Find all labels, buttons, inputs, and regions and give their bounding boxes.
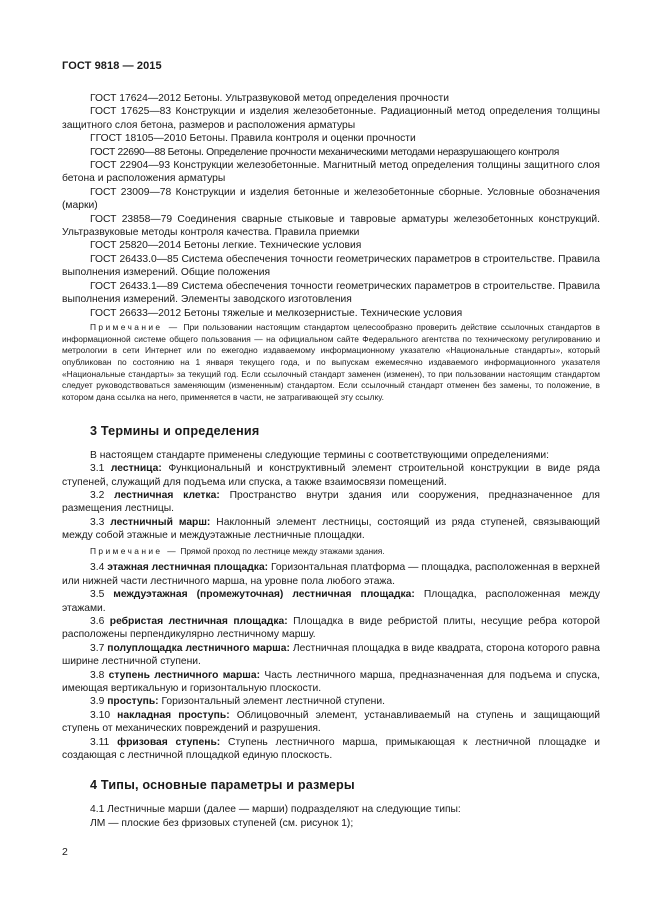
reference-item: ГОСТ 17625—83 Конструкции и изделия железобетонные. Радиационный метод определения толщины защитного слоя бетона, размеров и расположения арматуры <box>62 106 600 131</box>
reference-item: ГОСТ 26433.0—85 Система обеспечения точности геометрических параметров в строительстве. Правила выполнения измерений. Общие положения <box>62 253 600 279</box>
term-definition <box>62 489 600 516</box>
term-text: Наклонный элемент лестницы, состоящий из ряда ступеней, связывающий между собой этажные и междуэтажные лестничные площадки. <box>62 516 600 542</box>
term-name: ступень лестничного марша: <box>108 669 261 681</box>
term-text: Функциональный и конструктивный элемент строительной конструкции в виде ряда ступеней, служащий для подъема или спуска, а также взаимосвязи помещений. <box>62 463 600 488</box>
term-number: 3.9 <box>90 696 105 708</box>
reference-item: ГОСТ 22904—93 Конструкции железобетонные. Магнитный метод определения толщины защитного слоя бетона и расположения арматуры <box>62 160 600 185</box>
term-number: 3.2 <box>90 490 105 502</box>
term-number: 3.1 <box>90 463 105 475</box>
reference-item: ГОСТ 25820—2014 Бетоны легкие. Технические условия <box>90 240 362 252</box>
term-definition <box>62 709 600 736</box>
page-number: 2 <box>62 846 68 858</box>
term-number: 3.10 <box>90 709 111 721</box>
term-text: Часть лестничного марша, предназначенная для подъема и спуска, имеющая вертикальную и горизонтальную плоскости. <box>62 669 600 695</box>
term-text: Площадка, расположенная между этажами. <box>62 589 600 614</box>
term-number: 3.8 <box>90 669 105 681</box>
term-definition <box>62 695 600 708</box>
term-text: Площадка в виде ребристой плиты, несущие ребра которой расположены перпендикулярно лестничному маршу. <box>62 616 600 641</box>
term-number: 3.6 <box>90 616 105 627</box>
document-header-code: ГОСТ 9818 — 2015 <box>62 60 162 72</box>
reference-item: ГГОСТ 18105—2010 Бетоны. Правила контроля и оценки прочности <box>90 133 416 145</box>
note-label: Примечание — <box>90 321 180 332</box>
note-text: При пользовании настоящим стандартом целесообразно проверить действие ссылочных стандартов в информационной системе общего пользования — на официальном сайте Федерального агентства по техническому регулированию и метрологии в сети Интернет или по ежегодно издаваемому информационному указателю «Национальные стандарты», который опубликован по состоянию на 1 января текущего года, и по выпускам ежемесячно издаваемого информационного указателя «Национальные стандарты» за текущий год. Если ссылочный стандарт заменен (изменен), то при пользовании настоящим стандартом следует руководствоваться заменяющим (измененным) стандартом. Если ссылочный стандарт отменен без замены, то положение, в котором дана ссылка на него, применяется в части, не затрагивающей эту ссылку. <box>62 321 600 403</box>
term-name: лестничная клетка: <box>114 490 220 502</box>
term-number: 3.5 <box>90 589 105 601</box>
term-definition <box>62 462 600 489</box>
section-3-title: 3 Термины и определения <box>90 423 260 438</box>
reference-item: ГОСТ 23858—79 Соединения сварные стыковые и тавровые арматуры железобетонных конструкций. Ультразвуковые методы контроля качества. Правила приемки <box>62 213 600 239</box>
term-name: междуэтажная (промежуточная) лестничная площадка: <box>113 589 415 601</box>
term-number: 3.4 <box>90 562 105 574</box>
page-content <box>62 92 600 830</box>
term-name: фризовая ступень: <box>117 736 221 748</box>
term-text: Ступень лестничного марша, примыкающая к лестничной площадке и создающая с лестничной площадкой единую плоскость. <box>62 736 600 762</box>
section-3-intro: В настоящем стандарте применены следующие термины с соответствующими определениями: <box>90 449 550 461</box>
note-text: Прямой проход по лестнице между этажами здания. <box>180 545 385 556</box>
term-definition <box>62 561 600 588</box>
term-definition <box>62 736 600 763</box>
term-text: Облицовочный элемент, устанавливаемый на ступень и защищающий ступень от механических повреждений и разрушения. <box>62 709 600 735</box>
reference-item: ГОСТ 17624—2012 Бетоны. Ультразвуковой метод определения прочности <box>90 93 450 104</box>
reference-item: ГОСТ 26633—2012 Бетоны тяжелые и мелкозернистые. Технические условия <box>90 307 463 319</box>
term-definition <box>62 615 600 642</box>
term-text: Лестничная площадка в виде квадрата, сторона которого равна ширине лестничной ступени. <box>62 642 600 668</box>
reference-item: ГОСТ 26433.1—89 Система обеспечения точности геометрических параметров в строительстве. Правила выполнения измерений. Элементы заводского изготовления <box>62 280 600 306</box>
term-definition <box>62 669 600 696</box>
term-number: 3.3 <box>90 516 105 528</box>
section-4-title: 4 Типы, основные параметры и размеры <box>90 778 355 793</box>
term-name: накладная проступь: <box>117 709 230 721</box>
term-name: ребристая лестничная площадка: <box>109 616 288 627</box>
term-note <box>62 546 600 558</box>
term-definition <box>62 516 600 543</box>
term-name: лестничный марш: <box>110 516 211 528</box>
note-label: Примечание — <box>90 545 178 556</box>
section-4-paragraph: 4.1 Лестничные марши (далее — марши) подразделяют на следующие типы: <box>90 804 461 816</box>
term-number: 3.11 <box>90 736 110 748</box>
term-number: 3.7 <box>90 642 105 654</box>
term-definition <box>62 588 600 615</box>
term-text: Горизонтальная платформа — площадка, расположенная в верхней или нижней части лестничного марша, на уровне пола любого этажа. <box>62 562 600 587</box>
term-name: этажная лестничная площадка: <box>107 562 269 574</box>
normative-references-list <box>62 92 600 320</box>
reference-item: ГОСТ 23009—78 Конструкции и изделия бетонные и железобетонные сборные. Условные обозначения (марки) <box>62 186 600 212</box>
term-definition <box>62 642 600 669</box>
term-name: полуплощадка лестничного марша: <box>107 642 290 654</box>
section-4-paragraph: ЛМ — плоские без фризовых ступеней (см. рисунок 1); <box>90 817 354 829</box>
term-text: Пространство внутри здания или сооружения, предназначенное для размещения лестницы. <box>62 490 600 515</box>
reference-item: ГОСТ 22690—88 Бетоны. Определение прочности механическими методами неразрушающего контроля <box>90 146 559 158</box>
references-note <box>62 322 600 404</box>
term-text: Горизонтальный элемент лестничной ступени. <box>161 696 385 708</box>
term-name: лестница: <box>110 463 162 475</box>
term-name: проступь: <box>107 696 159 708</box>
